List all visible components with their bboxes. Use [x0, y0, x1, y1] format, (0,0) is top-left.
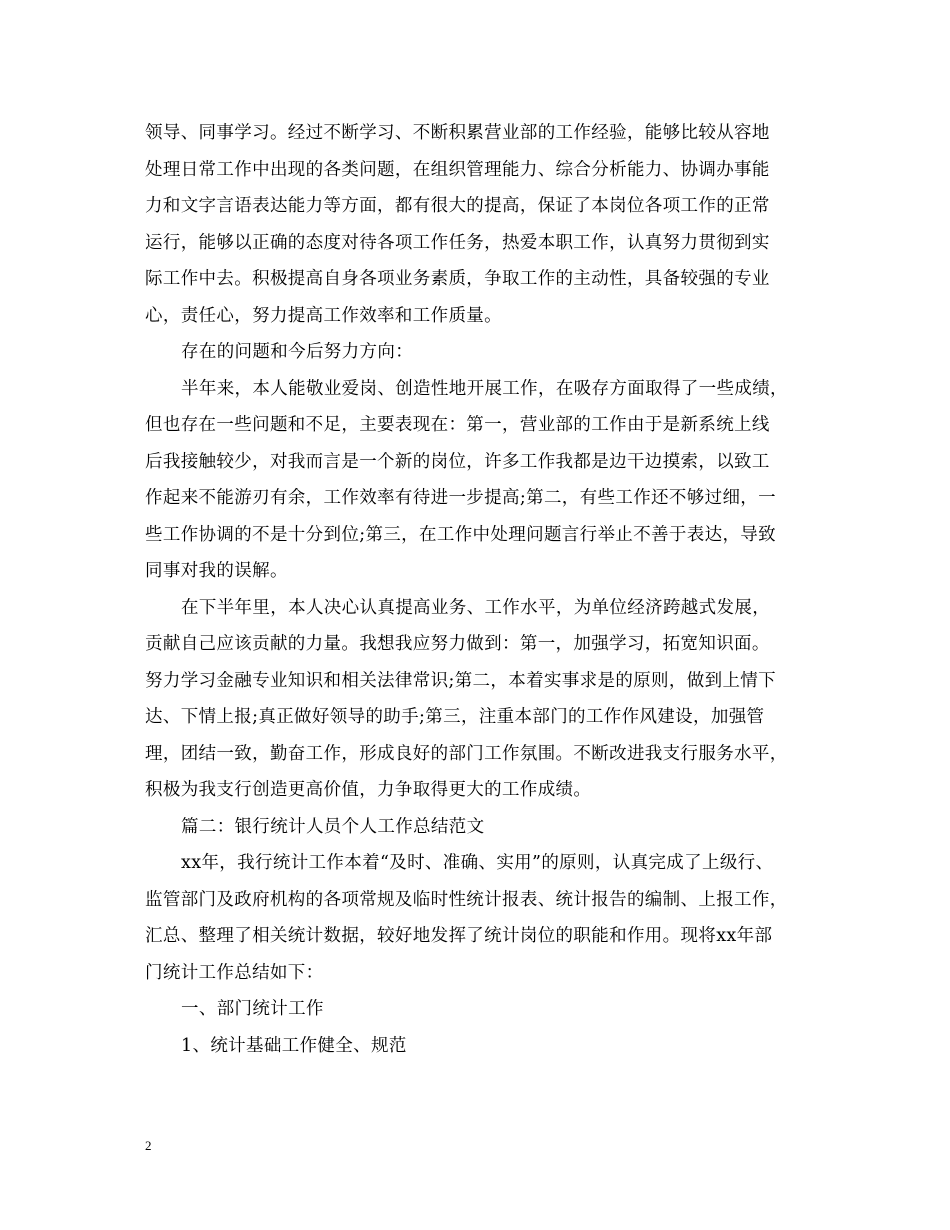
section-heading: 篇二：银行统计人员个人工作总结范文 — [181, 816, 485, 837]
document-body — [145, 115, 810, 1064]
text-line: 心，责任心，努力提高工作效率和工作质量。 — [145, 305, 502, 326]
text-line: 作起来不能游刃有余，工作效率有待进一步提高;第二，有些工作还不够过细，一 — [145, 488, 776, 508]
page-number: 2 — [145, 1138, 152, 1153]
text-line: 理，团结一致，勤奋工作，形成良好的部门工作氛围。不断改进我支行服务水平， — [145, 743, 788, 764]
text-line: xx年，我行统计工作本着“及时、准确、实用”的原则，认真完成了上级行、 — [181, 853, 774, 873]
text-line: 监管部门及政府机构的各项常规及临时性统计报表、统计报告的编制、上报工作， — [145, 889, 788, 910]
text-line: 些工作协调的不是十分到位;第三，在工作中处理问题言行举止不善于表达，导致 — [145, 524, 776, 545]
subsection-heading: 1、统计基础工作健全、规范 — [181, 1035, 407, 1056]
text-line: 积极为我支行创造更高价值，力争取得更大的工作成绩。 — [145, 780, 592, 800]
section-heading: 一、部门统计工作 — [181, 999, 324, 1019]
text-line: 贡献自己应该贡献的力量。我想我应努力做到：第一，加强学习，拓宽知识面。 — [145, 634, 770, 654]
text-line: 半年来，本人能敬业爱岗、创造性地开展工作，在吸存方面取得了一些成绩， — [181, 378, 788, 399]
text-line: 汇总、整理了相关统计数据，较好地发挥了统计岗位的职能和作用。现将xx年部 — [145, 926, 773, 946]
section-heading: 存在的问题和今后努力方向： — [181, 342, 414, 362]
text-line: 后我接触较少，对我而言是一个新的岗位，许多工作我都是边干边摸索，以致工 — [145, 451, 770, 472]
text-line: 但也存在一些问题和不足，主要表现在：第一，营业部的工作由于是新系统上线 — [145, 415, 770, 435]
text-line: 处理日常工作中出现的各类问题，在组织管理能力、综合分析能力、协调办事能 — [145, 159, 770, 180]
text-line: 力和文字言语表达能力等方面，都有很大的提高，保证了本岗位各项工作的正常 — [145, 196, 770, 216]
text-line: 门统计工作总结如下： — [145, 962, 324, 983]
text-line: 运行，能够以正确的态度对待各项工作任务，热爱本职工作，认真努力贯彻到实 — [145, 232, 770, 253]
text-line: 同事对我的误解。 — [145, 561, 288, 581]
text-line: 际工作中去。积极提高自身各项业务素质，争取工作的主动性，具备较强的专业 — [145, 269, 770, 289]
text-line: 努力学习金融专业知识和相关法律常识;第二，本着实事求是的原则，做到上情下 — [145, 670, 776, 691]
text-line: 在下半年里，本人决心认真提高业务、工作水平，为单位经济跨越式发展， — [181, 597, 771, 618]
text-line: 领导、同事学习。经过不断学习、不断积累营业部的工作经验，能够比较从容地 — [145, 123, 770, 143]
text-line: 达、下情上报;真正做好领导的助手;第三，注重本部门的工作作风建设，加强管 — [145, 707, 765, 727]
